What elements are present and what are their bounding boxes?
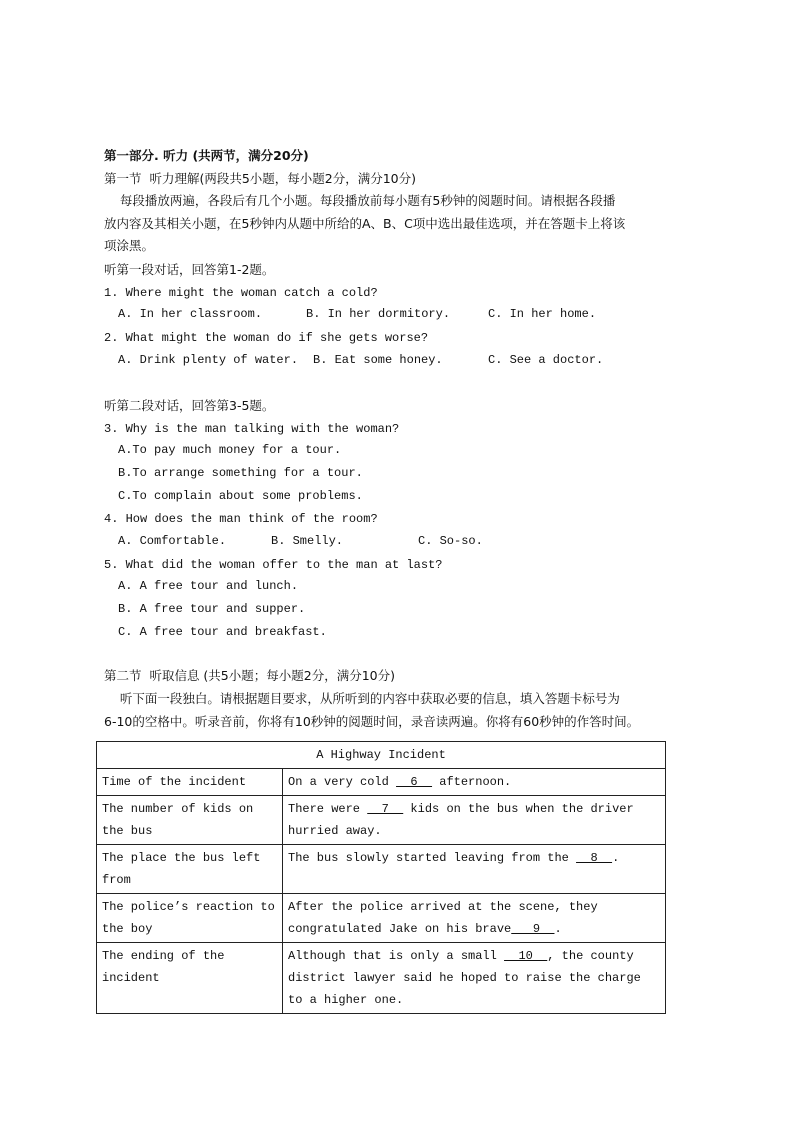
row-label: The police’s reaction to the boy <box>97 894 283 943</box>
content-text: afternoon. <box>432 775 512 789</box>
dialogue2-prompt: 听第二段对话，回答第3-5题。 <box>104 398 275 413</box>
answer-blank-9[interactable]: 9 <box>511 922 555 936</box>
question-4-stem: 4. How does the man think of the room? <box>104 512 378 526</box>
row-label: The number of kids on the bus <box>97 796 283 845</box>
answer-blank-10[interactable]: 10 <box>504 949 548 963</box>
question-5-option-b: B. A free tour and supper. <box>118 602 306 616</box>
question-4-option-b: B. Smelly. <box>271 534 344 548</box>
table-row <box>97 845 666 894</box>
content-text: There were <box>288 802 368 816</box>
part-title: 第一部分. 听力 (共两节，满分20分) <box>104 148 309 163</box>
row-content <box>283 769 666 796</box>
question-3-option-c: C.To complain about some problems. <box>118 489 363 503</box>
incident-info-table <box>96 741 666 1014</box>
content-text: . <box>612 851 620 865</box>
table-title: A Highway Incident <box>97 742 666 769</box>
question-1-stem: 1. Where might the woman catch a cold? <box>104 286 378 300</box>
question-3-stem: 3. Why is the man talking with the woman? <box>104 422 400 436</box>
content-text: Although that is only a small <box>288 949 505 963</box>
section1-instruction-line: 放内容及其相关小题，在5秒钟内从题中所给的A、B、C项中选出最佳选项，并在答题卡上将该 <box>104 216 626 231</box>
question-2-option-b: B. Eat some honey. <box>313 353 443 367</box>
content-text: kids on the bus when the driver hurried away. <box>288 802 634 838</box>
row-content <box>283 796 666 845</box>
content-text: On a very cold <box>288 775 397 789</box>
question-5-stem: 5. What did the woman offer to the man at last? <box>104 558 443 572</box>
question-1-option-a: A. In her classroom. <box>118 307 263 321</box>
row-content <box>283 845 666 894</box>
answer-blank-8[interactable]: 8 <box>576 851 613 865</box>
table-row <box>97 769 666 796</box>
answer-blank-7[interactable]: 7 <box>367 802 404 816</box>
row-label: The ending of the incident <box>97 943 283 1014</box>
section1-instruction-line: 项涂黑。 <box>104 238 155 253</box>
row-label: The place the bus left from <box>97 845 283 894</box>
question-1-option-c: C. In her home. <box>488 307 597 321</box>
question-5-option-c: C. A free tour and breakfast. <box>118 625 327 639</box>
row-label: Time of the incident <box>97 769 283 796</box>
content-text: After the police arrived at the scene, they congratulated Jake on his brave <box>288 900 598 936</box>
question-2-option-c: C. See a doctor. <box>488 353 604 367</box>
table-title-row <box>97 742 666 769</box>
question-3-option-b: B.To arrange something for a tour. <box>118 466 363 480</box>
row-content <box>283 894 666 943</box>
content-text: The bus slowly started leaving from the <box>288 851 577 865</box>
section2-instruction-line: 6-10的空格中。听录音前，你将有10秒钟的阅题时间，录音读两遍。你将有60秒钟的作答时间。 <box>104 714 640 729</box>
section1-heading: 第一节 听力理解(两段共5小题，每小题2分，满分10分) <box>104 171 417 186</box>
dialogue1-prompt: 听第一段对话，回答第1-2题。 <box>104 262 275 277</box>
question-2-stem: 2. What might the woman do if she gets worse? <box>104 331 429 345</box>
table-row <box>97 796 666 845</box>
question-4-option-c: C. So-so. <box>418 534 483 548</box>
section2-instruction-line: 听下面一段独白。请根据题目要求，从所听到的内容中获取必要的信息，填入答题卡标号为 <box>104 691 620 706</box>
question-4-option-a: A. Comfortable. <box>118 534 227 548</box>
table-row <box>97 894 666 943</box>
question-5-option-a: A. A free tour and lunch. <box>118 579 299 593</box>
question-2-option-a: A. Drink plenty of water. <box>118 353 299 367</box>
content-text: . <box>554 922 562 936</box>
question-1-option-b: B. In her dormitory. <box>306 307 451 321</box>
answer-blank-6[interactable]: 6 <box>396 775 433 789</box>
content-text: , the county district lawyer said he hoped to raise the charge to a higher one. <box>288 949 641 1007</box>
table-row <box>97 943 666 1014</box>
row-content <box>283 943 666 1014</box>
question-3-option-a: A.To pay much money for a tour. <box>118 443 342 457</box>
section1-instruction-line: 每段播放两遍，各段后有几个小题。每段播放前每小题有5秒钟的阅题时间。请根据各段播 <box>104 193 616 208</box>
section2-heading: 第二节 听取信息 (共5小题；每小题2分，满分10分) <box>104 668 395 683</box>
